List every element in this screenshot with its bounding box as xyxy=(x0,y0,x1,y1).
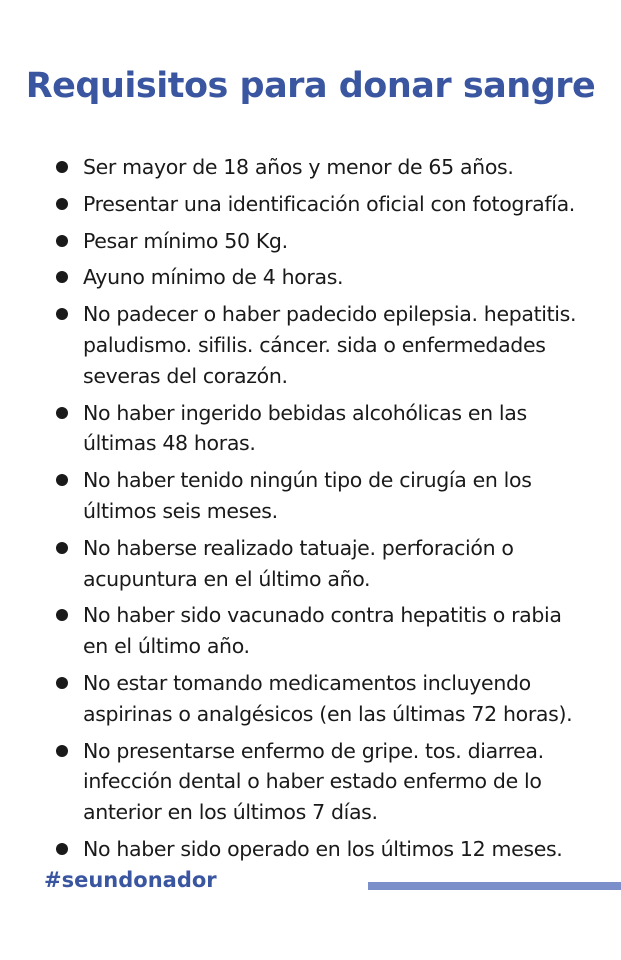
list-item xyxy=(56,189,586,220)
requirement-text: No haber tenido ningún tipo de cirugía en los últimos seis meses. xyxy=(83,468,532,523)
requirement-text: No haberse realizado tatuaje. perforación o acupuntura en el último año. xyxy=(83,535,514,591)
bullet-icon xyxy=(56,198,68,210)
bullet-icon xyxy=(56,161,68,173)
list-item xyxy=(56,226,586,257)
bullet-icon xyxy=(56,677,68,689)
requirement-text: No padecer o haber padecido epilepsia. hepatitis. paludismo. sifilis. cáncer. sida o enfermedades severas del corazón. xyxy=(83,302,577,388)
page-title: Requisitos para donar sangre xyxy=(25,66,596,106)
list-item xyxy=(56,533,586,595)
list-item xyxy=(56,262,586,293)
list-item xyxy=(56,668,586,730)
bullet-icon xyxy=(56,843,68,855)
bullet-icon xyxy=(56,609,68,621)
requirement-text: No haber ingerido bebidas alcohólicas en las últimas 48 horas. xyxy=(83,400,527,456)
list-item xyxy=(56,398,586,460)
requirement-text: Ser mayor de 18 años y menor de 65 años. xyxy=(83,155,514,179)
list-item xyxy=(56,152,586,183)
hashtag: #seundonador xyxy=(44,868,217,892)
list-item xyxy=(56,299,586,391)
requirement-text: Ayuno mínimo de 4 horas. xyxy=(83,265,344,290)
accent-bar xyxy=(368,882,621,890)
requirement-text: No presentarse enfermo de gripe. tos. diarrea. infección dental o haber estado enfermo de lo anterior en los últimos 7 días. xyxy=(83,738,544,825)
requirement-text: No haber sido operado en los últimos 12 meses. xyxy=(83,836,563,861)
bullet-icon xyxy=(56,542,68,554)
bullet-icon xyxy=(56,271,68,283)
requirement-text: Pesar mínimo 50 Kg. xyxy=(83,228,288,253)
bullet-icon xyxy=(56,407,68,419)
list-item xyxy=(56,834,586,865)
list-item xyxy=(56,600,586,662)
list-item xyxy=(56,736,586,828)
list-item xyxy=(56,465,586,527)
requirement-text: No estar tomando medicamentos incluyendo aspirinas o analgésicos (en las últimas 72 horas). xyxy=(83,670,573,726)
requirements-list xyxy=(56,152,586,871)
bullet-icon xyxy=(56,235,68,247)
bullet-icon xyxy=(56,308,68,320)
bullet-icon xyxy=(56,745,68,757)
requirement-text: Presentar una identificación oficial con fotografía. xyxy=(83,191,575,216)
requirement-text: No haber sido vacunado contra hepatitis o rabia en el último año. xyxy=(83,603,562,659)
bullet-icon xyxy=(56,474,68,486)
